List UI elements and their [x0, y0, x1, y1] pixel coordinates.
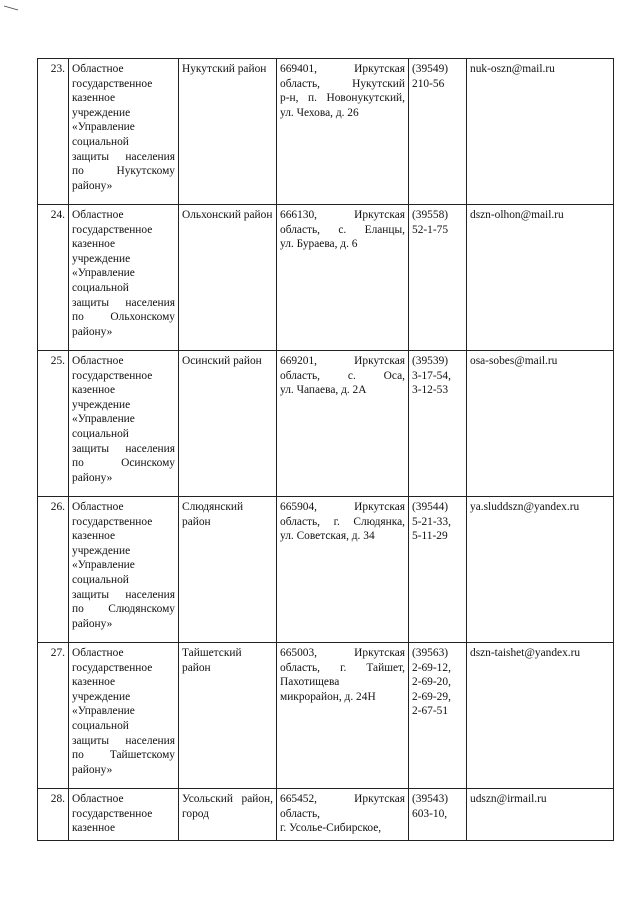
phone-line: 5-11-29 [412, 530, 448, 543]
phone-line: 5-21-33, [412, 515, 451, 528]
organization-name-line: «Управление [72, 267, 135, 280]
email-address: ya.sluddszn@yandex.ru [467, 497, 614, 643]
social-protection-offices-table [37, 58, 614, 841]
phone-line: 52-1-75 [412, 223, 449, 236]
organization-name-line: казенное [72, 238, 116, 251]
organization-name-line: «Управление [72, 413, 135, 426]
organization-name-line: защиты населения [72, 734, 175, 747]
phone-numbers [409, 789, 467, 841]
organization-name-line: району» [72, 763, 113, 776]
organization-name-line: по Слюдянскому [72, 603, 175, 616]
organization-name-line: защиты населения [72, 150, 175, 163]
organization-name-line: району» [72, 617, 113, 630]
postal-address-line: область, г. Слюдянка, [280, 515, 405, 528]
phone-line: (39539) [412, 355, 449, 367]
organization-name-line: государственное [72, 369, 153, 382]
email-address: dszn-olhon@mail.ru [467, 205, 614, 351]
phone-line: 2-69-20, [412, 676, 451, 689]
organization-name-line: по Тайшетскому [72, 749, 175, 762]
organization-name-line: по Ольхонскому [72, 311, 175, 324]
scan-mark-icon [3, 4, 19, 12]
organization-name-line: государственное [72, 807, 153, 820]
organization-name-line: учреждение [72, 252, 131, 265]
postal-address [277, 643, 409, 789]
phone-line: 3-17-54, [412, 369, 451, 382]
organization-name-line: государственное [72, 661, 153, 674]
organization-name-line: Областное [72, 355, 124, 367]
table-row [38, 59, 614, 205]
postal-address-line: 669401, Иркутская [280, 63, 405, 75]
organization-name [69, 643, 179, 789]
postal-address-line: область, с. Еланцы, [280, 223, 405, 236]
postal-address-line: 665003, Иркутская [280, 647, 405, 659]
postal-address-line: область, с. Оса, [280, 369, 405, 382]
organization-name [69, 59, 179, 205]
email-address: osa-sobes@mail.ru [467, 351, 614, 497]
postal-address [277, 59, 409, 205]
organization-name-line: казенное [72, 822, 116, 835]
organization-name-line: государственное [72, 77, 153, 90]
postal-address-line: ул. Чапаева, д. 2А [280, 384, 367, 397]
postal-address-line: область, [280, 807, 321, 820]
phone-line: 210-56 [412, 77, 445, 90]
phone-numbers [409, 205, 467, 351]
organization-name-line: «Управление [72, 559, 135, 572]
postal-address-line: 665904, Иркутская [280, 501, 405, 513]
row-number: 24. [38, 205, 69, 351]
organization-name-line: Областное [72, 501, 124, 513]
organization-name-line: Областное [72, 647, 124, 659]
postal-address-line: Пахотищева [280, 676, 340, 689]
table-row [38, 205, 614, 351]
postal-address [277, 205, 409, 351]
phone-line: (39544) [412, 501, 449, 513]
organization-name-line: социальной [72, 135, 129, 148]
phone-line: 3-12-53 [412, 384, 449, 397]
organization-name-line: по Нукутскому [72, 165, 175, 178]
organization-name-line: государственное [72, 223, 153, 236]
phone-numbers [409, 59, 467, 205]
email-address: udszn@irmail.ru [467, 789, 614, 841]
table-row [38, 351, 614, 497]
organization-name-line: району» [72, 325, 113, 338]
row-number: 25. [38, 351, 69, 497]
organization-name-line: учреждение [72, 398, 131, 411]
table-body [38, 59, 614, 841]
organization-name-line: Областное [72, 209, 124, 221]
postal-address-line: ул. Советская, д. 34 [280, 530, 375, 543]
organization-name-line: Областное [72, 793, 124, 805]
phone-line: 603-10, [412, 807, 448, 820]
organization-name-line: «Управление [72, 705, 135, 718]
organization-name [69, 205, 179, 351]
phone-line: 2-69-12, [412, 661, 451, 674]
organization-name [69, 789, 179, 841]
organization-name [69, 497, 179, 643]
phone-line: (39558) [412, 209, 449, 221]
district-name: Осинский район [179, 351, 277, 497]
organization-name-line: социальной [72, 281, 129, 294]
organization-name-line: «Управление [72, 121, 135, 134]
district-name: Слюдянский район [179, 497, 277, 643]
organization-name-line: по Осинскому [72, 457, 175, 470]
organization-name-line: Областное [72, 63, 124, 75]
organization-name-line: государственное [72, 515, 153, 528]
organization-name-line: социальной [72, 427, 129, 440]
organization-name-line: защиты населения [72, 588, 175, 601]
postal-address-line: р-н, п. Новонукутский, [280, 92, 405, 105]
organization-name-line: учреждение [72, 544, 131, 557]
table-row [38, 789, 614, 841]
postal-address-line: 666130, Иркутская [280, 209, 405, 221]
postal-address-line: ул. Бураева, д. 6 [280, 238, 358, 251]
organization-name-line: защиты населения [72, 296, 175, 309]
organization-name-line: казенное [72, 530, 116, 543]
postal-address-line: г. Усолье-Сибирское, [280, 822, 382, 835]
postal-address-line: 669201, Иркутская [280, 355, 405, 367]
table-row [38, 643, 614, 789]
phone-numbers [409, 643, 467, 789]
table-row [38, 497, 614, 643]
organization-name-line: району» [72, 471, 113, 484]
postal-address [277, 497, 409, 643]
postal-address [277, 789, 409, 841]
phone-numbers [409, 351, 467, 497]
row-number: 23. [38, 59, 69, 205]
row-number: 27. [38, 643, 69, 789]
organization-name-line: казенное [72, 676, 116, 689]
organization-name-line: защиты населения [72, 442, 175, 455]
postal-address-line: область, г. Тайшет, [280, 661, 405, 674]
postal-address [277, 351, 409, 497]
phone-line: 2-67-51 [412, 705, 449, 718]
organization-name-line: учреждение [72, 690, 131, 703]
organization-name-line: казенное [72, 92, 116, 105]
organization-name-line: социальной [72, 719, 129, 732]
organization-name-line: социальной [72, 573, 129, 586]
phone-line: (39549) [412, 63, 449, 75]
postal-address-line: область, Нукутский [280, 77, 405, 90]
row-number: 28. [38, 789, 69, 841]
organization-name-line: району» [72, 179, 113, 192]
phone-line: (39563) [412, 647, 449, 659]
district-name: Нукутский район [179, 59, 277, 205]
organization-name-line: учреждение [72, 106, 131, 119]
email-address: nuk-oszn@mail.ru [467, 59, 614, 205]
postal-address-line: ул. Чехова, д. 26 [280, 106, 359, 119]
postal-address-line: микрорайон, д. 24Н [280, 690, 376, 703]
district-name: Усольский район, город [179, 789, 277, 841]
phone-line: 2-69-29, [412, 690, 451, 703]
district-name: Ольхонский район [179, 205, 277, 351]
phone-line: (39543) [412, 793, 449, 805]
district-name: Тайшетский район [179, 643, 277, 789]
organization-name [69, 351, 179, 497]
email-address: dszn-taishet@yandex.ru [467, 643, 614, 789]
phone-numbers [409, 497, 467, 643]
row-number: 26. [38, 497, 69, 643]
postal-address-line: 665452, Иркутская [280, 793, 405, 805]
organization-name-line: казенное [72, 384, 116, 397]
